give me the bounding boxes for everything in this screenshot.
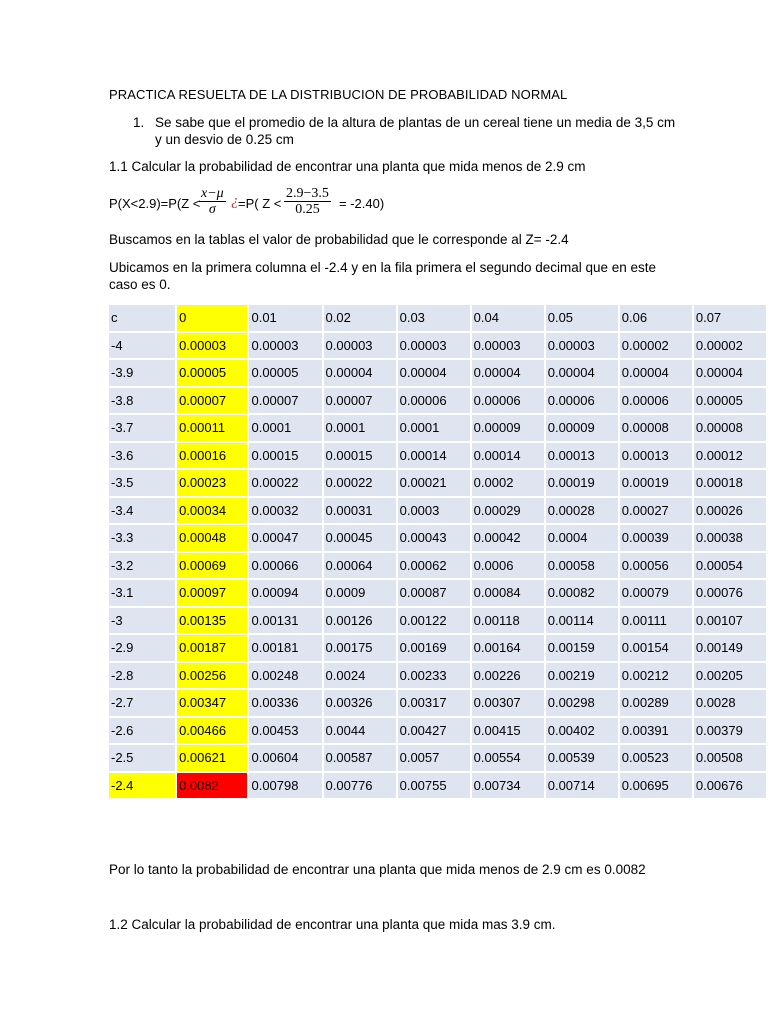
table-cell: -3.9 [109,360,175,386]
table-cell: 0.00062 [398,553,470,579]
formula-part-1: P(X<2.9)=P(Z < [109,196,201,211]
table-cell: 0.00734 [472,773,544,799]
table-cell: 0.00094 [249,580,321,606]
table-cell: 0.0009 [324,580,396,606]
table-row [109,663,766,689]
table-cell: 0.00015 [324,443,396,469]
table-cell: 0.00621 [177,745,247,771]
table-row [109,690,766,716]
table-cell: 0.00006 [546,388,618,414]
table-cell: 0.00009 [546,415,618,441]
table-cell: 0.00181 [249,635,321,661]
table-cell: 0.00047 [249,525,321,551]
table-cell: 0.00676 [694,773,766,799]
problem-statement-line-1: Se sabe que el promedio de la altura de plantas de un cereal tiene un media de 3,5 cm [155,115,676,130]
table-cell: 0.00045 [324,525,396,551]
table-cell: 0.0057 [398,745,470,771]
problem-number: 1. [133,115,145,130]
table-cell: 0.00039 [620,525,692,551]
table-cell: 0.00018 [694,470,766,496]
table-cell: 0.00003 [324,333,396,359]
table-cell: 0.00014 [398,443,470,469]
table-cell: 0.00021 [398,470,470,496]
table-cell: 0.00298 [546,690,618,716]
table-cell: -3.3 [109,525,175,551]
table-cell: 0.00379 [694,718,766,744]
table-row [109,415,766,441]
table-cell: 0.00114 [546,608,618,634]
table-cell: 0.00084 [472,580,544,606]
table-cell: 0.00019 [546,470,618,496]
table-cell: 0.00107 [694,608,766,634]
table-cell: 0.00002 [620,333,692,359]
table-cell: 0.00326 [324,690,396,716]
fraction-1-denominator: σ [208,202,216,217]
table-cell: 0.00034 [177,498,247,524]
table-cell: 0.00347 [177,690,247,716]
table-cell: 0.00004 [546,360,618,386]
table-cell: 0.00453 [249,718,321,744]
table-cell: 0.00007 [177,388,247,414]
table-header-row [109,305,766,331]
table-row [109,608,766,634]
table-cell: 0.00175 [324,635,396,661]
problem-statement-line-2: y un desvio de 0.25 cm [155,132,294,147]
table-cell: 0.00523 [620,745,692,771]
table-cell: 0.00317 [398,690,470,716]
table-cell: 0.00003 [249,333,321,359]
table-cell: 0.00008 [694,415,766,441]
table-row [109,333,766,359]
table-cell: -4 [109,333,175,359]
page-title: PRACTICA RESUELTA DE LA DISTRIBUCION DE PROBABILIDAD NORMAL [109,87,568,102]
table-header-cell: 0.03 [398,305,470,331]
table-cell: 0.00111 [620,608,692,634]
conclusion-paragraph: Por lo tanto la probabilidad de encontrar una planta que mida menos de 2.9 cm es 0.0082 [109,862,646,877]
table-cell: 0.00135 [177,608,247,634]
table-cell: 0.00003 [177,333,247,359]
table-cell: 0.00007 [324,388,396,414]
table-header-cell: 0.01 [249,305,321,331]
table-cell: 0.0006 [472,553,544,579]
table-cell: 0.00022 [324,470,396,496]
table-cell: 0.00006 [398,388,470,414]
table-cell: 0.00256 [177,663,247,689]
locate-paragraph-line-1: Ubicamos en la primera columna el -2.4 y en la fila primera el segundo decimal que en este [109,260,657,275]
table-cell: 0.00402 [546,718,618,744]
table-cell: -2.4 [109,773,175,799]
table-cell: 0.00019 [620,470,692,496]
table-row [109,360,766,386]
table-cell: 0.0001 [398,415,470,441]
table-cell: 0.00004 [472,360,544,386]
table-cell: 0.00079 [620,580,692,606]
table-cell: 0.00164 [472,635,544,661]
table-row [109,443,766,469]
table-cell: 0.00006 [620,388,692,414]
table-row [109,773,766,799]
table-header-cell: 0 [177,305,247,331]
table-cell: 0.0003 [398,498,470,524]
table-cell: 0.00013 [620,443,692,469]
table-header-cell: 0.02 [324,305,396,331]
table-cell: 0.00043 [398,525,470,551]
table-cell: 0.00038 [694,525,766,551]
table-cell: 0.00714 [546,773,618,799]
fraction-2-denominator: 0.25 [295,202,320,217]
table-cell: 0.00002 [694,333,766,359]
table-cell: 0.00307 [472,690,544,716]
table-cell: -3 [109,608,175,634]
table-cell: 0.00587 [324,745,396,771]
table-cell: 0.00054 [694,553,766,579]
table-cell: 0.00066 [249,553,321,579]
table-cell: 0.00415 [472,718,544,744]
table-cell: 0.00003 [472,333,544,359]
table-cell: 0.00798 [249,773,321,799]
table-cell: 0.00248 [249,663,321,689]
table-cell: 0.00031 [324,498,396,524]
table-cell: 0.00005 [249,360,321,386]
table-cell: 0.00023 [177,470,247,496]
table-cell: 0.00187 [177,635,247,661]
table-cell: 0.00004 [398,360,470,386]
table-cell: 0.00118 [472,608,544,634]
table-cell: 0.00016 [177,443,247,469]
fraction-2-numerator: 2.9−3.5 [286,186,329,201]
table-cell: 0.00427 [398,718,470,744]
table-cell: 0.00007 [249,388,321,414]
table-cell: 0.00028 [546,498,618,524]
table-cell: 0.00027 [620,498,692,524]
table-cell: 0.00154 [620,635,692,661]
table-cell: 0.00006 [472,388,544,414]
table-cell: 0.00169 [398,635,470,661]
table-cell: 0.00466 [177,718,247,744]
table-row [109,525,766,551]
table-header-cell: c [109,305,175,331]
search-table-paragraph: Buscamos en la tablas el valor de probabilidad que le corresponde al Z= -2.4 [109,232,569,247]
table-cell: 0.00076 [694,580,766,606]
table-cell: 0.00212 [620,663,692,689]
table-cell: -3.8 [109,388,175,414]
table-header-cell: 0.06 [620,305,692,331]
table-cell: 0.00004 [694,360,766,386]
table-cell: 0.00022 [249,470,321,496]
table-cell: 0.00131 [249,608,321,634]
fraction-1-numerator: x−μ [201,186,224,201]
table-cell: 0.00776 [324,773,396,799]
table-header-cell: 0.05 [546,305,618,331]
table-cell: 0.00755 [398,773,470,799]
table-cell: -2.5 [109,745,175,771]
table-cell: 0.00029 [472,498,544,524]
table-cell: 0.0082 [177,773,247,799]
table-cell: 0.00097 [177,580,247,606]
table-cell: 0.00005 [177,360,247,386]
locate-paragraph-line-2: caso es 0. [109,277,171,292]
table-cell: 0.00087 [398,580,470,606]
formula-part-3: = -2.40) [339,196,385,211]
formula-part-2: =P( Z < [238,196,282,211]
table-cell: 0.00004 [324,360,396,386]
table-cell: 0.00008 [620,415,692,441]
table-cell: 0.00026 [694,498,766,524]
table-header-cell: 0.04 [472,305,544,331]
table-cell: 0.00082 [546,580,618,606]
table-cell: 0.00604 [249,745,321,771]
table-cell: 0.00069 [177,553,247,579]
table-cell: 0.0044 [324,718,396,744]
table-cell: 0.00539 [546,745,618,771]
table-row [109,388,766,414]
table-row [109,718,766,744]
table-cell: -3.4 [109,498,175,524]
subquestion-1-1: 1.1 Calcular la probabilidad de encontrar una planta que mida menos de 2.9 cm [109,159,586,174]
table-cell: 0.00695 [620,773,692,799]
table-cell: 0.00048 [177,525,247,551]
table-cell: 0.00149 [694,635,766,661]
table-row [109,580,766,606]
table-row [109,553,766,579]
table-cell: 0.00003 [546,333,618,359]
table-cell: -3.7 [109,415,175,441]
table-header-cell: 0.07 [694,305,766,331]
table-cell: 0.00391 [620,718,692,744]
table-cell: 0.00004 [620,360,692,386]
fraction-standardization [199,186,226,217]
table-cell: 0.0001 [324,415,396,441]
table-cell: -2.7 [109,690,175,716]
table-cell: 0.00508 [694,745,766,771]
table-cell: -3.1 [109,580,175,606]
table-cell: 0.00226 [472,663,544,689]
table-cell: 0.00014 [472,443,544,469]
table-cell: 0.00015 [249,443,321,469]
fraction-values [284,186,331,217]
table-cell: 0.00219 [546,663,618,689]
table-row [109,498,766,524]
table-cell: -2.8 [109,663,175,689]
table-cell: 0.00159 [546,635,618,661]
table-cell: -3.2 [109,553,175,579]
table-cell: 0.0024 [324,663,396,689]
table-cell: -3.6 [109,443,175,469]
table-cell: 0.00126 [324,608,396,634]
table-cell: 0.00289 [620,690,692,716]
table-cell: 0.00554 [472,745,544,771]
table-cell: 0.00064 [324,553,396,579]
table-cell: 0.00042 [472,525,544,551]
z-table [107,303,768,800]
table-cell: 0.00233 [398,663,470,689]
table-cell: 0.00011 [177,415,247,441]
table-cell: 0.00205 [694,663,766,689]
table-cell: 0.0028 [694,690,766,716]
table-cell: 0.00005 [694,388,766,414]
table-cell: 0.00336 [249,690,321,716]
table-row [109,745,766,771]
inverted-question-glyph: ¿ [231,193,239,209]
table-cell: 0.00032 [249,498,321,524]
table-cell: -2.6 [109,718,175,744]
table-cell: 0.00009 [472,415,544,441]
subquestion-1-2: 1.2 Calcular la probabilidad de encontrar una planta que mida mas 3.9 cm. [109,917,556,932]
table-row [109,470,766,496]
table-cell: 0.00122 [398,608,470,634]
table-cell: -3.5 [109,470,175,496]
table-cell: 0.00056 [620,553,692,579]
table-cell: 0.00012 [694,443,766,469]
table-cell: 0.00058 [546,553,618,579]
table-cell: 0.0004 [546,525,618,551]
table-cell: -2.9 [109,635,175,661]
table-row [109,635,766,661]
table-cell: 0.0002 [472,470,544,496]
table-cell: 0.00013 [546,443,618,469]
table-cell: 0.00003 [398,333,470,359]
table-cell: 0.0001 [249,415,321,441]
